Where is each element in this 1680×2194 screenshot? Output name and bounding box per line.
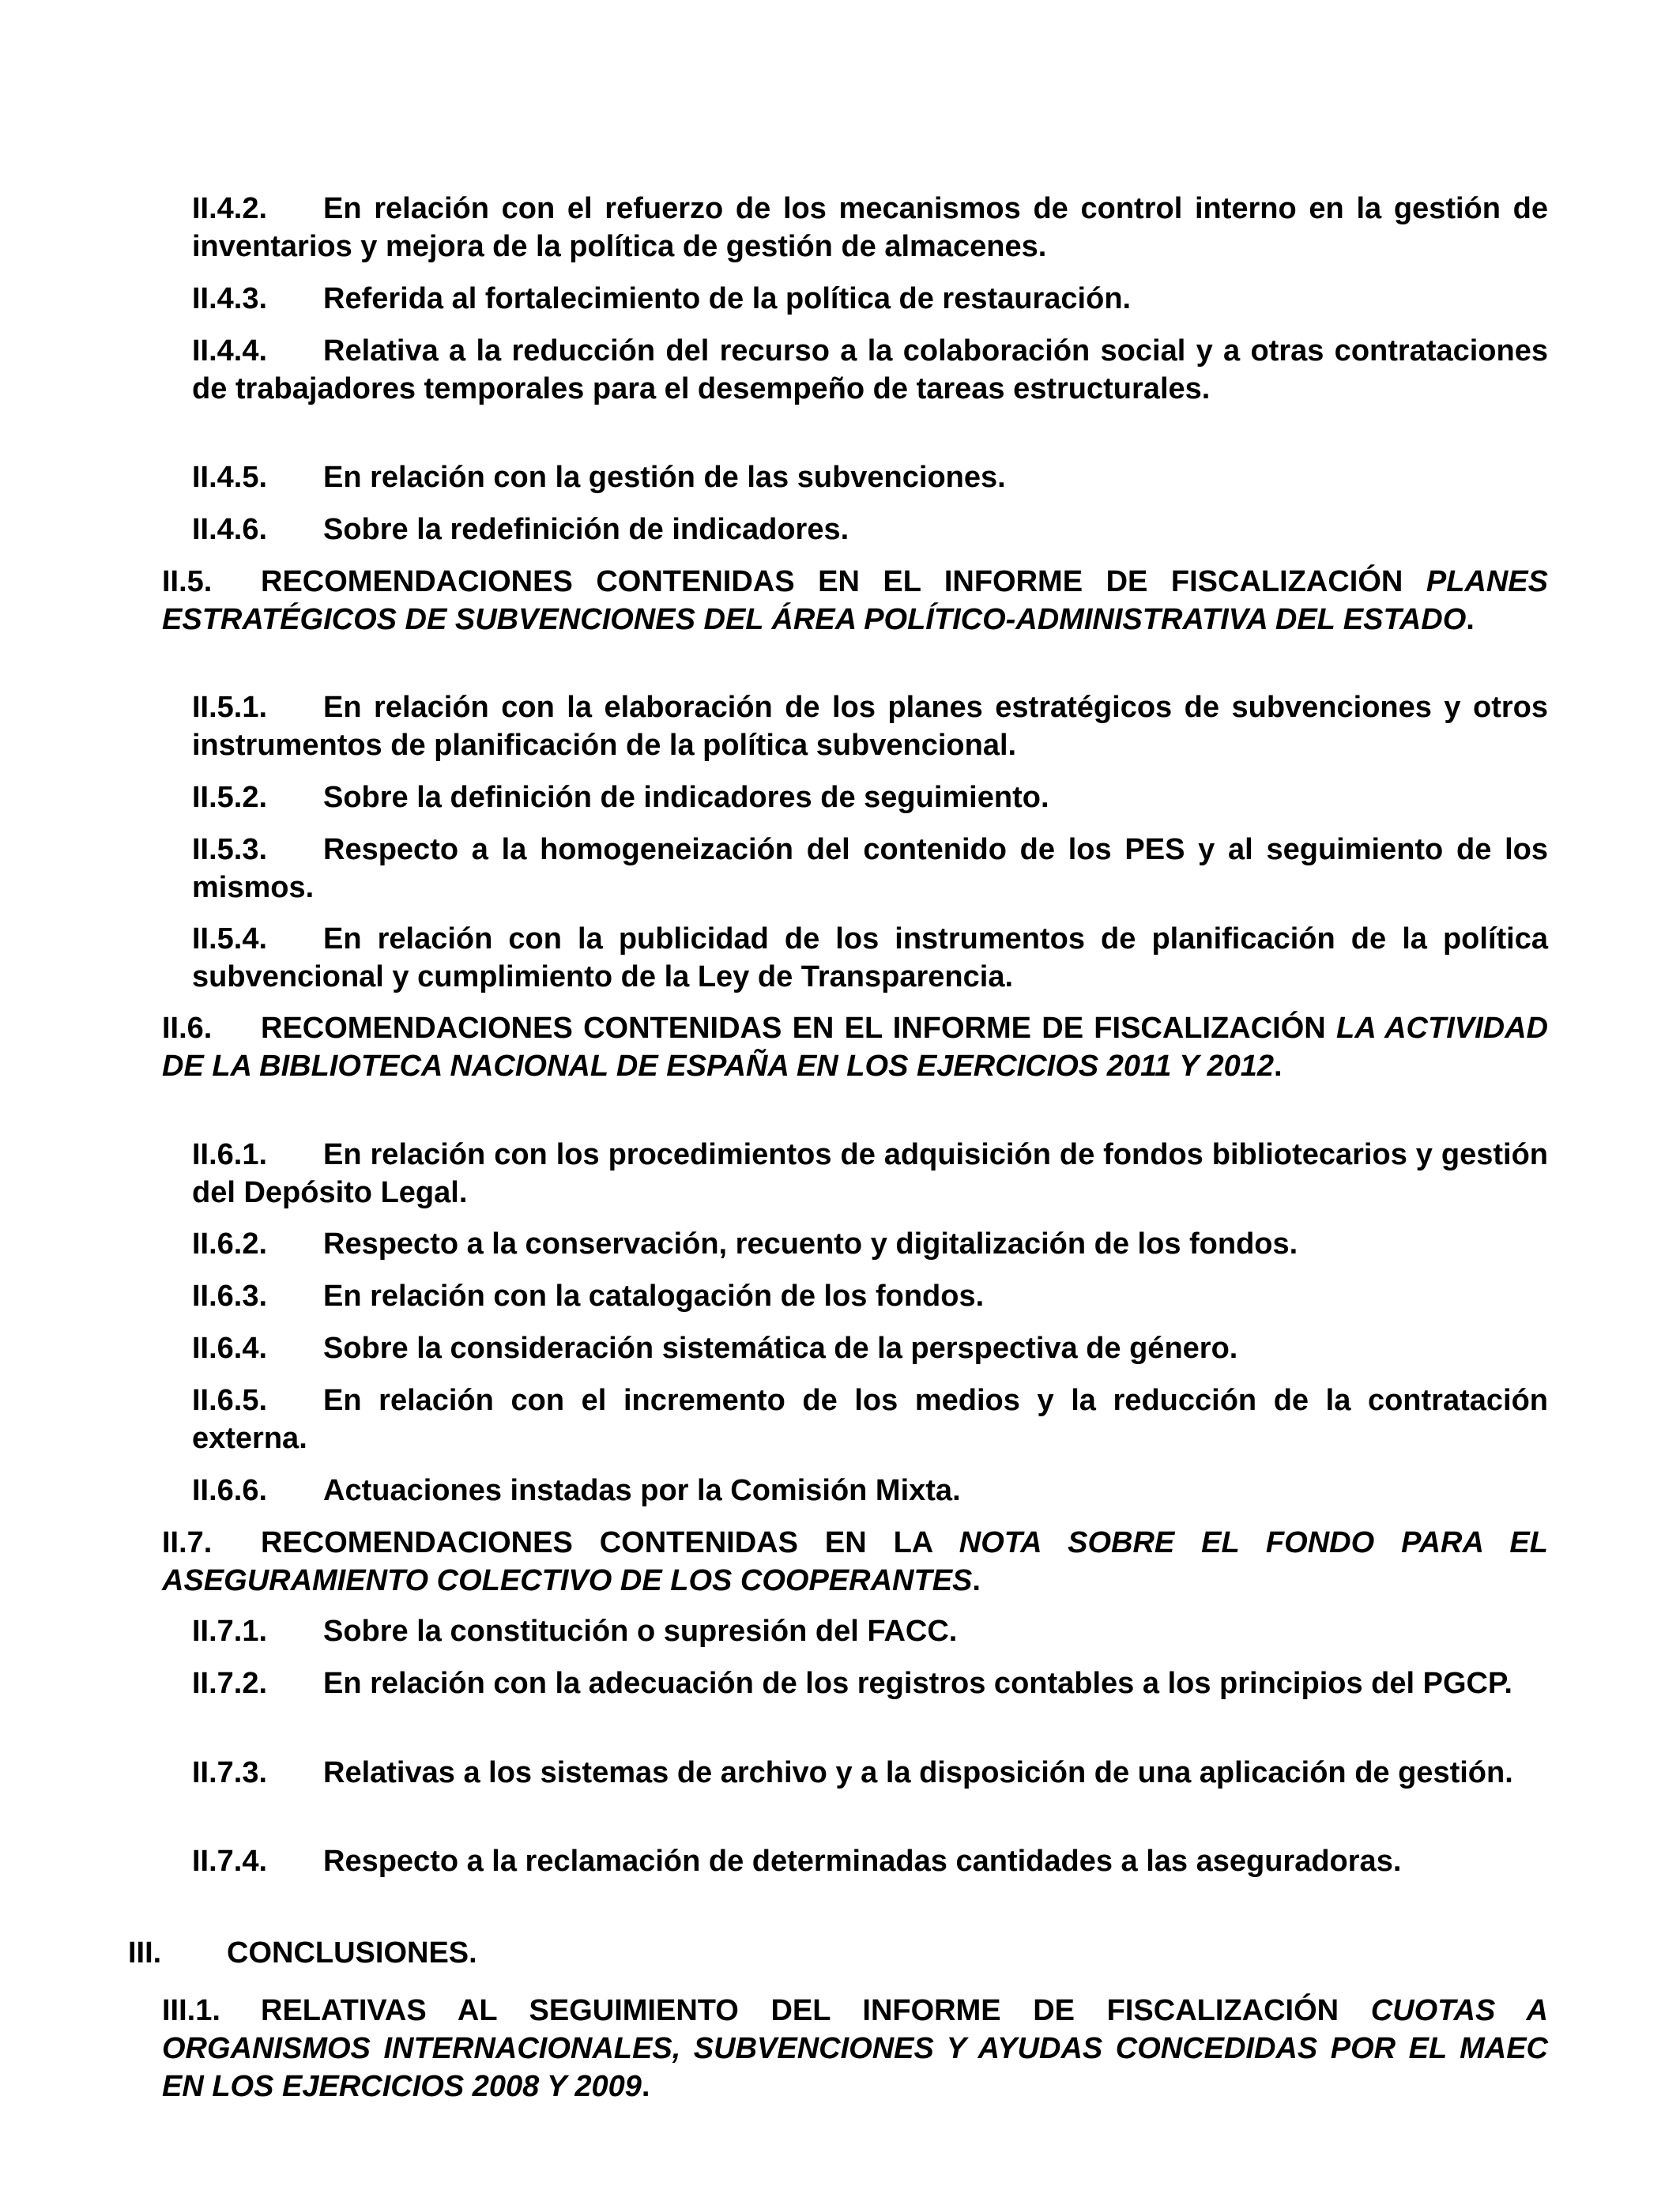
item-text: Relativas a los sistemas de archivo y a la disposición de una aplicación de gestión. [323,1756,1513,1789]
section-heading-italic: PLANES ESTRATÉGICOS DE SUBVENCIONES DEL ÁREA POLÍTICO-ADMINISTRATIVA DEL ESTADO [162,565,1548,636]
item-number: II.7.2. [192,1667,268,1700]
item-number: II.6.5. [192,1384,268,1417]
chapter-number: III. [128,1936,162,1970]
item-number: II.4.6. [192,513,268,546]
section-heading-end: . [1274,1050,1283,1083]
item-ii-6-2 [192,1225,1548,1263]
section-heading-end: . [1466,603,1475,636]
item-number: II.5.4. [192,922,268,956]
item-text: Referida al fortalecimiento de la política de restauración. [323,282,1132,315]
item-ii-4-4 [192,332,1548,408]
item-ii-5-1 [192,688,1548,764]
item-number: II.4.3. [192,282,268,315]
item-text: En relación con el refuerzo de los mecanismos de control interno en la gestión de inventarios y mejora de la política de gestión de almacenes. [192,192,1548,263]
item-ii-4-3 [192,280,1548,318]
item-text: Sobre la redefinición de indicadores. [323,513,849,546]
section-heading-text: RECOMENDACIONES CONTENIDAS EN EL INFORME DE FISCALIZACIÓN [261,1012,1336,1045]
item-text: Sobre la constitución o supresión del FACC. [323,1615,958,1648]
item-ii-5-3 [192,831,1548,907]
section-heading-text: RECOMENDACIONES CONTENIDAS EN LA [261,1526,959,1559]
section-heading-end: . [641,2070,650,2103]
item-text: Respecto a la homogeneización del contenido de los PES y al seguimiento de los mismos. [192,833,1548,904]
chapter-iii-heading [128,1934,1548,1972]
section-number: III.1. [162,1994,220,2027]
item-ii-6-5 [192,1382,1548,1457]
item-ii-4-5 [192,458,1548,496]
item-text: En relación con la adecuación de los registros contables a los principios del PGCP. [323,1667,1512,1700]
section-heading-italic: LA ACTIVIDAD DE LA BIBLIOTECA NACIONAL DE ESPAÑA EN LOS EJERCICIOS 2011 Y 2012 [162,1012,1548,1083]
item-number: II.6.3. [192,1280,268,1313]
item-number: II.4.2. [192,192,268,225]
item-number: II.6.6. [192,1474,268,1507]
section-number: II.7. [162,1526,213,1559]
item-ii-6-4 [192,1329,1548,1367]
section-ii-6-heading [162,1009,1548,1085]
item-number: II.5.2. [192,781,268,814]
item-text: En relación con la elaboración de los planes estratégicos de subvenciones y otros instrumentos de planificación de la política subvencional. [192,691,1548,762]
item-ii-6-6 [192,1472,1548,1510]
item-number: II.7.1. [192,1615,268,1648]
section-number: II.5. [162,565,213,598]
section-heading-end: . [972,1564,981,1597]
item-number: II.5.3. [192,833,268,866]
item-number: II.6.2. [192,1227,268,1261]
section-ii-5-heading [162,563,1548,639]
item-ii-7-2 [192,1664,1548,1702]
section-number: II.6. [162,1012,213,1045]
item-number: II.4.4. [192,334,268,368]
item-number: II.6.4. [192,1332,268,1365]
section-heading-text: RECOMENDACIONES CONTENIDAS EN EL INFORME DE FISCALIZACIÓN [261,565,1426,598]
item-ii-7-4 [192,1842,1548,1880]
item-text: En relación con la publicidad de los instrumentos de planificación de la política subvencional y cumplimiento de la Ley de Transparencia. [192,922,1548,993]
item-number: II.6.1. [192,1138,268,1171]
item-number: II.7.3. [192,1756,268,1789]
item-number: II.7.4. [192,1845,268,1878]
item-ii-4-6 [192,511,1548,548]
item-text: Actuaciones instadas por la Comisión Mixta. [323,1474,961,1507]
item-text: Respecto a la conservación, recuento y digitalización de los fondos. [323,1227,1298,1261]
item-text: Respecto a la reclamación de determinadas cantidades a las aseguradoras. [323,1845,1402,1878]
item-text: Sobre la consideración sistemática de la perspectiva de género. [323,1332,1238,1365]
item-number: II.4.5. [192,461,268,494]
item-ii-5-2 [192,778,1548,816]
section-heading-text: RELATIVAS AL SEGUIMIENTO DEL INFORME DE FISCALIZACIÓN [261,1994,1371,2027]
item-text: En relación con la gestión de las subvenciones. [323,461,1006,494]
item-ii-6-3 [192,1277,1548,1315]
section-heading-italic: CUOTAS A ORGANISMOS INTERNACIONALES, SUBVENCIONES Y AYUDAS CONCEDIDAS POR EL MAEC EN LOS EJERCICIOS 2008 Y 2009 [162,1994,1548,2103]
section-iii-1-heading [162,1992,1548,2105]
item-text: Sobre la definición de indicadores de seguimiento. [323,781,1049,814]
item-ii-4-2 [192,190,1548,266]
item-text: En relación con los procedimientos de adquisición de fondos bibliotecarios y gestión del Depósito Legal. [192,1138,1548,1209]
item-ii-7-3 [192,1754,1548,1792]
item-text: Relativa a la reducción del recurso a la colaboración social y a otras contrataciones de trabajadores temporales para el desempeño de tareas estructurales. [192,334,1548,405]
chapter-heading-text: CONCLUSIONES. [227,1936,477,1970]
item-text: En relación con la catalogación de los fondos. [323,1280,985,1313]
item-ii-7-1 [192,1612,1548,1650]
item-text: En relación con el incremento de los medios y la reducción de la contratación externa. [192,1384,1548,1455]
section-heading-italic: NOTA SOBRE EL FONDO PARA EL ASEGURAMIENTO COLECTIVO DE LOS COOPERANTES [162,1526,1548,1597]
item-ii-5-4 [192,920,1548,996]
item-ii-6-1 [192,1136,1548,1212]
item-number: II.5.1. [192,691,268,724]
section-ii-7-heading [162,1524,1548,1600]
